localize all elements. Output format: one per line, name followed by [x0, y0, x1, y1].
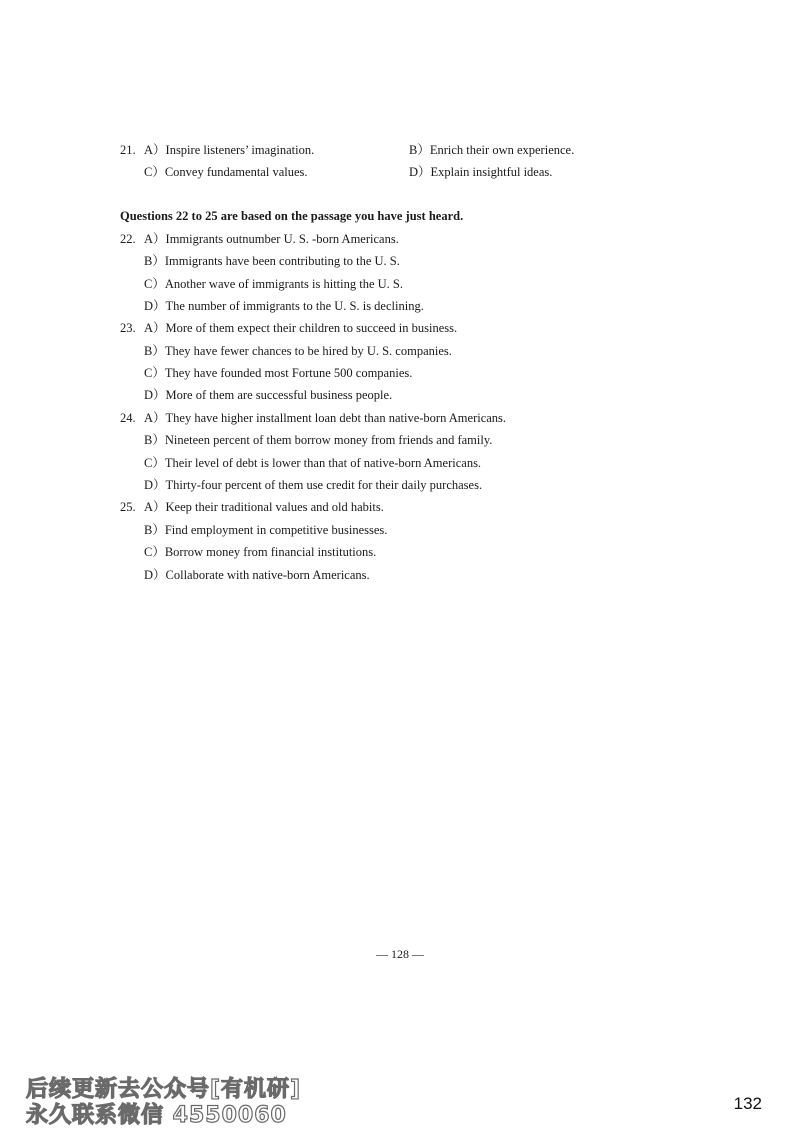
q25-line-a	[120, 499, 384, 515]
q21-line-1	[120, 142, 314, 158]
q24-option-d: D）Thirty-four percent of them use credit for their daily purchases.	[144, 478, 483, 492]
section-heading: Questions 22 to 25 are based on the passage you have just heard.	[120, 209, 464, 223]
q23-option-c: C）They have founded most Fortune 500 companies.	[144, 366, 413, 380]
option-a: A）Immigrants outnumber U. S. -born Americans.	[144, 232, 399, 246]
q24-line-a	[120, 410, 506, 426]
watermark-line-1: 后续更新去公众号[有机研]	[26, 1077, 302, 1102]
q21-option-b: B）Enrich their own experience.	[409, 143, 575, 157]
question-number: 24.	[120, 411, 136, 425]
q23-line-a	[120, 320, 457, 336]
option-a: A）More of them expect their children to succeed in business.	[144, 321, 458, 335]
q21-option-d: D）Explain insightful ideas.	[409, 165, 553, 179]
page-number: — 128 —	[376, 947, 424, 961]
q24-option-b: B）Nineteen percent of them borrow money from friends and family.	[144, 433, 493, 447]
option-a: A）Keep their traditional values and old habits.	[144, 500, 384, 514]
q22-line-a	[120, 231, 399, 247]
q25-option-d: D）Collaborate with native-born Americans.	[144, 568, 370, 582]
q22-option-c: C）Another wave of immigrants is hitting the U. S.	[144, 277, 404, 291]
q21-option-c: C）Convey fundamental values.	[144, 165, 308, 179]
question-number: 23.	[120, 321, 136, 335]
q25-option-b: B）Find employment in competitive businesses.	[144, 523, 388, 537]
q24-option-c: C）Their level of debt is lower than that of native-born Americans.	[144, 456, 482, 470]
q22-option-d: D）The number of immigrants to the U. S. is declining.	[144, 299, 424, 313]
q22-option-b: B）Immigrants have been contributing to the U. S.	[144, 254, 400, 268]
corner-page-number: 132	[733, 1094, 762, 1113]
question-number: 21.	[120, 143, 136, 157]
watermark-line-2: 永久联系微信 4550060	[26, 1103, 287, 1128]
q25-option-c: C）Borrow money from financial institutions.	[144, 545, 377, 559]
option-a: A）Inspire listeners’ imagination.	[144, 143, 315, 157]
question-number: 25.	[120, 500, 136, 514]
option-a: A）They have higher installment loan debt than native-born Americans.	[144, 411, 507, 425]
q23-option-b: B）They have fewer chances to be hired by U. S. companies.	[144, 344, 452, 358]
question-number: 22.	[120, 232, 136, 246]
q23-option-d: D）More of them are successful business people.	[144, 388, 393, 402]
